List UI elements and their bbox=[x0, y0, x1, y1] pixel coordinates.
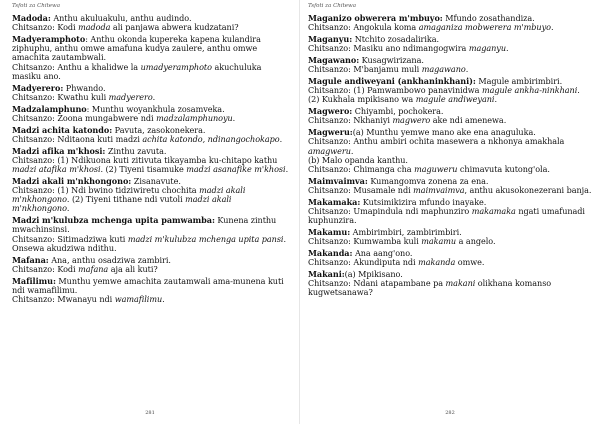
entry-example: Chitsanzo: Zoona mungabwere ndi madzalamphunoyu. bbox=[12, 112, 236, 123]
dictionary-entry bbox=[308, 198, 592, 226]
entry-example: Chitsanzo: Chimanga cha maguweru chimavuta kutong'ola. bbox=[308, 164, 550, 175]
dictionary-entry bbox=[12, 177, 290, 214]
dictionary-entry bbox=[308, 107, 592, 125]
right-page bbox=[300, 0, 600, 424]
entry-definition: Maganizo obwerera m'mbuyo: Mfundo zosathandiza. bbox=[308, 13, 535, 23]
italic-term: makani bbox=[445, 278, 476, 289]
entry-definition: Madoda: Anthu akuluakulu, anthu audindo. bbox=[12, 13, 192, 23]
headword: Mafana: bbox=[12, 254, 49, 265]
dictionary-entry bbox=[12, 105, 290, 123]
entry-definition: Magweru:(a) Munthu yemwe mano ake ena anaguluka. bbox=[308, 127, 536, 138]
entry-example: Chitsanzo: Akundiputa ndi makanda omwe. bbox=[308, 257, 485, 268]
dictionary-entry bbox=[12, 277, 290, 305]
entry-definition: Makanda: Ana aang'ono. bbox=[308, 248, 413, 259]
dictionary-entry bbox=[308, 270, 592, 298]
italic-term: makamaka bbox=[471, 206, 516, 217]
headword: Madzi m'kulubza mchenga upita pamwamba: bbox=[12, 215, 215, 226]
entry-definition: Madyeramphoto: Anthu okonda kupereka kapena kulandira ziphuphu, anthu omwe amafuna kudya zaulere, anthu omwe amachita zautambwali. bbox=[12, 34, 261, 63]
entry-definition: Makamaka: Kutsimikizira mfundo inayake. bbox=[308, 196, 487, 207]
headword: Makanda: bbox=[308, 248, 353, 259]
italic-term: madyerero bbox=[108, 91, 153, 102]
italic-term: maganyu bbox=[468, 43, 506, 54]
headword: Makani: bbox=[308, 269, 345, 280]
dictionary-entry bbox=[12, 14, 290, 32]
entry-example: Chitsanzo: Angokula koma amaganiza mobwerera m'mbuyo. bbox=[308, 22, 554, 33]
entry-definition: Maganyu: Ntchito zosadalirika. bbox=[308, 34, 440, 44]
entry-definition: Magule andiweyani (ankhaninkhani): Magule ambirimbiri. bbox=[308, 76, 563, 86]
dictionary-entry bbox=[12, 35, 290, 81]
headword: Magweru: bbox=[308, 127, 353, 138]
page-number: 281 bbox=[145, 410, 155, 416]
dictionary-entry bbox=[308, 14, 592, 32]
entry-definition: Maimvaimva: Kumangomva zonena za ena. bbox=[308, 175, 489, 186]
headword: Mafilimu: bbox=[12, 275, 56, 286]
dictionary-entry bbox=[12, 147, 290, 175]
italic-term: umadyeramphoto bbox=[140, 61, 212, 72]
italic-term: makamu bbox=[421, 236, 457, 247]
entry-example: Chitsanzo: Kumwamba kuli makamu a angelo. bbox=[308, 236, 496, 247]
entry-example: (b) Malo opanda kanthu. bbox=[308, 154, 408, 165]
dictionary-entry bbox=[12, 126, 290, 144]
entry-example: Chitsanzo: Ndani atapambane pa makani olikhana komanso kugwetsanawa? bbox=[308, 278, 552, 298]
entry-list bbox=[12, 14, 290, 304]
headword: Magwero: bbox=[308, 106, 353, 117]
entry-definition: Mafana: Ana, anthu osadziwa zambiri. bbox=[12, 254, 171, 265]
dictionary-entry bbox=[308, 228, 592, 246]
italic-term: madzi atafika m'khosi bbox=[12, 164, 101, 175]
headword: Maganizo obwerera m'mbuyo: bbox=[308, 13, 443, 23]
headword: Madzalamphuno bbox=[12, 103, 87, 114]
entry-definition: Madzi achita katondo: Pavuta, zasokonekera. bbox=[12, 124, 206, 135]
page-number: 282 bbox=[445, 410, 455, 416]
dictionary-entry bbox=[12, 256, 290, 274]
italic-term: amagweru bbox=[308, 145, 351, 156]
headword: Madzi achita katondo: bbox=[12, 124, 113, 135]
italic-term: madoda bbox=[78, 22, 111, 33]
italic-term: magule ankha-ninkhani bbox=[481, 85, 578, 96]
entry-example: Chitsanzo: Kodi mafana aja ali kuti? bbox=[12, 263, 158, 274]
entry-definition: Madzalamphuno: Munthu woyankhula zosamveka. bbox=[12, 103, 225, 114]
entry-example: Chitsanzo: Umapindula ndi maphunziro makamaka ngati umafunadi kuphunzira. bbox=[308, 206, 585, 226]
dictionary-entry bbox=[308, 128, 592, 174]
dictionary-entry bbox=[12, 84, 290, 102]
entry-example: Chitsanzo: Anthu a khalidwe la umadyeramphoto akuchuluka masiku ano. bbox=[12, 61, 262, 81]
entry-example: Chitsanzo: Nkhaniyi magwero ake ndi amenewa. bbox=[308, 115, 507, 126]
headword: Makamaka: bbox=[308, 196, 361, 207]
headword: Magule andiweyani (ankhaninkhani): bbox=[308, 76, 476, 86]
italic-term: madzi asanafike m'khosi bbox=[186, 164, 286, 175]
italic-term: amaganiza mobwerera m'mbuyo bbox=[418, 22, 551, 33]
entry-example: Chitsanzo: Kwathu kuli madyerero. bbox=[12, 91, 156, 102]
entry-list bbox=[308, 14, 592, 298]
italic-term: magwero bbox=[392, 115, 431, 126]
entry-example: Chitsanzo: (1) Ndikuona kuti zitivuta tikayamba ku-chitapo kathu madzi atafika m'khosi. (2) Tiyeni tisamuke madzi asanafike m'khosi. bbox=[12, 154, 289, 175]
entry-definition: Madzi akali m'nkhongono: Zisanavute. bbox=[12, 175, 181, 186]
headword: Madoda: bbox=[12, 13, 51, 23]
entry-example: Chitsanzo: Sitimadziwa kuti madzi m'kulubza mchenga upita pansi. Onsewa akudziwa ndithu. bbox=[12, 233, 286, 253]
headword: Madzi akali m'nkhongono: bbox=[12, 175, 132, 186]
entry-example: Chitsanzo: Masiku ano ndimangogwira maganyu. bbox=[308, 43, 509, 54]
italic-term: madzi akali m'nkhongono bbox=[12, 185, 246, 205]
italic-term: maguweru bbox=[414, 164, 458, 175]
dictionary-entry bbox=[308, 249, 592, 267]
entry-example: Chitsanzo: Nditaona kuti madzi achita katondo, ndinangochokapo. bbox=[12, 133, 283, 144]
entry-definition: Makani:(a) Mpikisano. bbox=[308, 269, 403, 280]
headword: Madyerero: bbox=[12, 82, 64, 93]
entry-definition: Magawano: Kusagwirizana. bbox=[308, 55, 424, 65]
italic-term: madzi akali m'nkhongono bbox=[12, 194, 232, 214]
entry-example: Chitsanzo: Kodi madoda ali panjawa abwera kudzatani? bbox=[12, 22, 239, 33]
dictionary-entry bbox=[308, 35, 592, 53]
running-header: Tsfoti za Chitewa bbox=[308, 3, 357, 9]
entry-definition: Madzi afika m'khosi: Zinthu zavuta. bbox=[12, 145, 167, 156]
headword: Maganyu: bbox=[308, 34, 353, 44]
entry-example: Chitsanzo: Anthu ambiri ochita masewera a nkhonya amakhala amagweru. bbox=[308, 136, 565, 156]
italic-term: maimvaimva bbox=[413, 185, 465, 196]
italic-term: madzalamphunoyu bbox=[156, 112, 233, 123]
italic-term: magawano bbox=[421, 64, 466, 75]
italic-term: wamafilimu bbox=[114, 294, 163, 305]
entry-example: Chitsanzo: Musamale ndi maimvaimva, anthu akusokonezerani banja. bbox=[308, 185, 592, 196]
headword: Makamu: bbox=[308, 227, 351, 238]
entry-definition: Madzi m'kulubza mchenga upita pamwamba: Kunena zinthu mwachinsinsi. bbox=[12, 215, 277, 235]
headword: Madyeramphoto bbox=[12, 34, 86, 44]
entry-definition: Madyerero: Phwando. bbox=[12, 82, 106, 93]
dictionary-entry bbox=[12, 216, 290, 253]
italic-term: mafana bbox=[78, 263, 109, 274]
headword: Magawano: bbox=[308, 55, 360, 65]
italic-term: madzi m'kulubza mchenga upita pansi bbox=[127, 233, 284, 244]
dictionary-entry bbox=[308, 56, 592, 74]
italic-term: makanda bbox=[418, 257, 456, 268]
headword: Maimvaimva: bbox=[308, 175, 368, 186]
entry-example: Chitsanzo: M'banjamu muli magawano. bbox=[308, 64, 469, 75]
entry-example: Chitsanzo: Mwanayu ndi wamafilimu. bbox=[12, 294, 165, 305]
italic-term: magule andiweyani bbox=[415, 94, 495, 105]
headword: Madzi afika m'khosi: bbox=[12, 145, 106, 156]
dictionary-entry bbox=[308, 77, 592, 105]
italic-term: achita katondo, ndinangochokapo bbox=[142, 133, 280, 144]
running-header: Tsfoti za Chitewa bbox=[12, 3, 61, 9]
entry-definition: Mafilimu: Munthu yemwe amachita zautamwali ama-munena kuti ndi wamafilimu. bbox=[12, 275, 284, 295]
entry-definition: Magwero: Chiyambi, pochokera. bbox=[308, 106, 444, 117]
entry-example: Chitsanzo: (1) Ndi bwino tidziwiretu chochita madzi akali m'nkhongono. (2) Tiyeni tithane ndi vutoli madzi akali m'nkhongono. bbox=[12, 185, 246, 214]
entry-definition: Makamu: Ambirimbiri, zambirimbiri. bbox=[308, 227, 462, 238]
entry-example: Chitsanzo: (1) Pamwambowo panavinidwa magule ankha-ninkhani. (2) Kukhala mpikisano wa magule andiweyani. bbox=[308, 85, 580, 105]
dictionary-entry bbox=[308, 177, 592, 195]
